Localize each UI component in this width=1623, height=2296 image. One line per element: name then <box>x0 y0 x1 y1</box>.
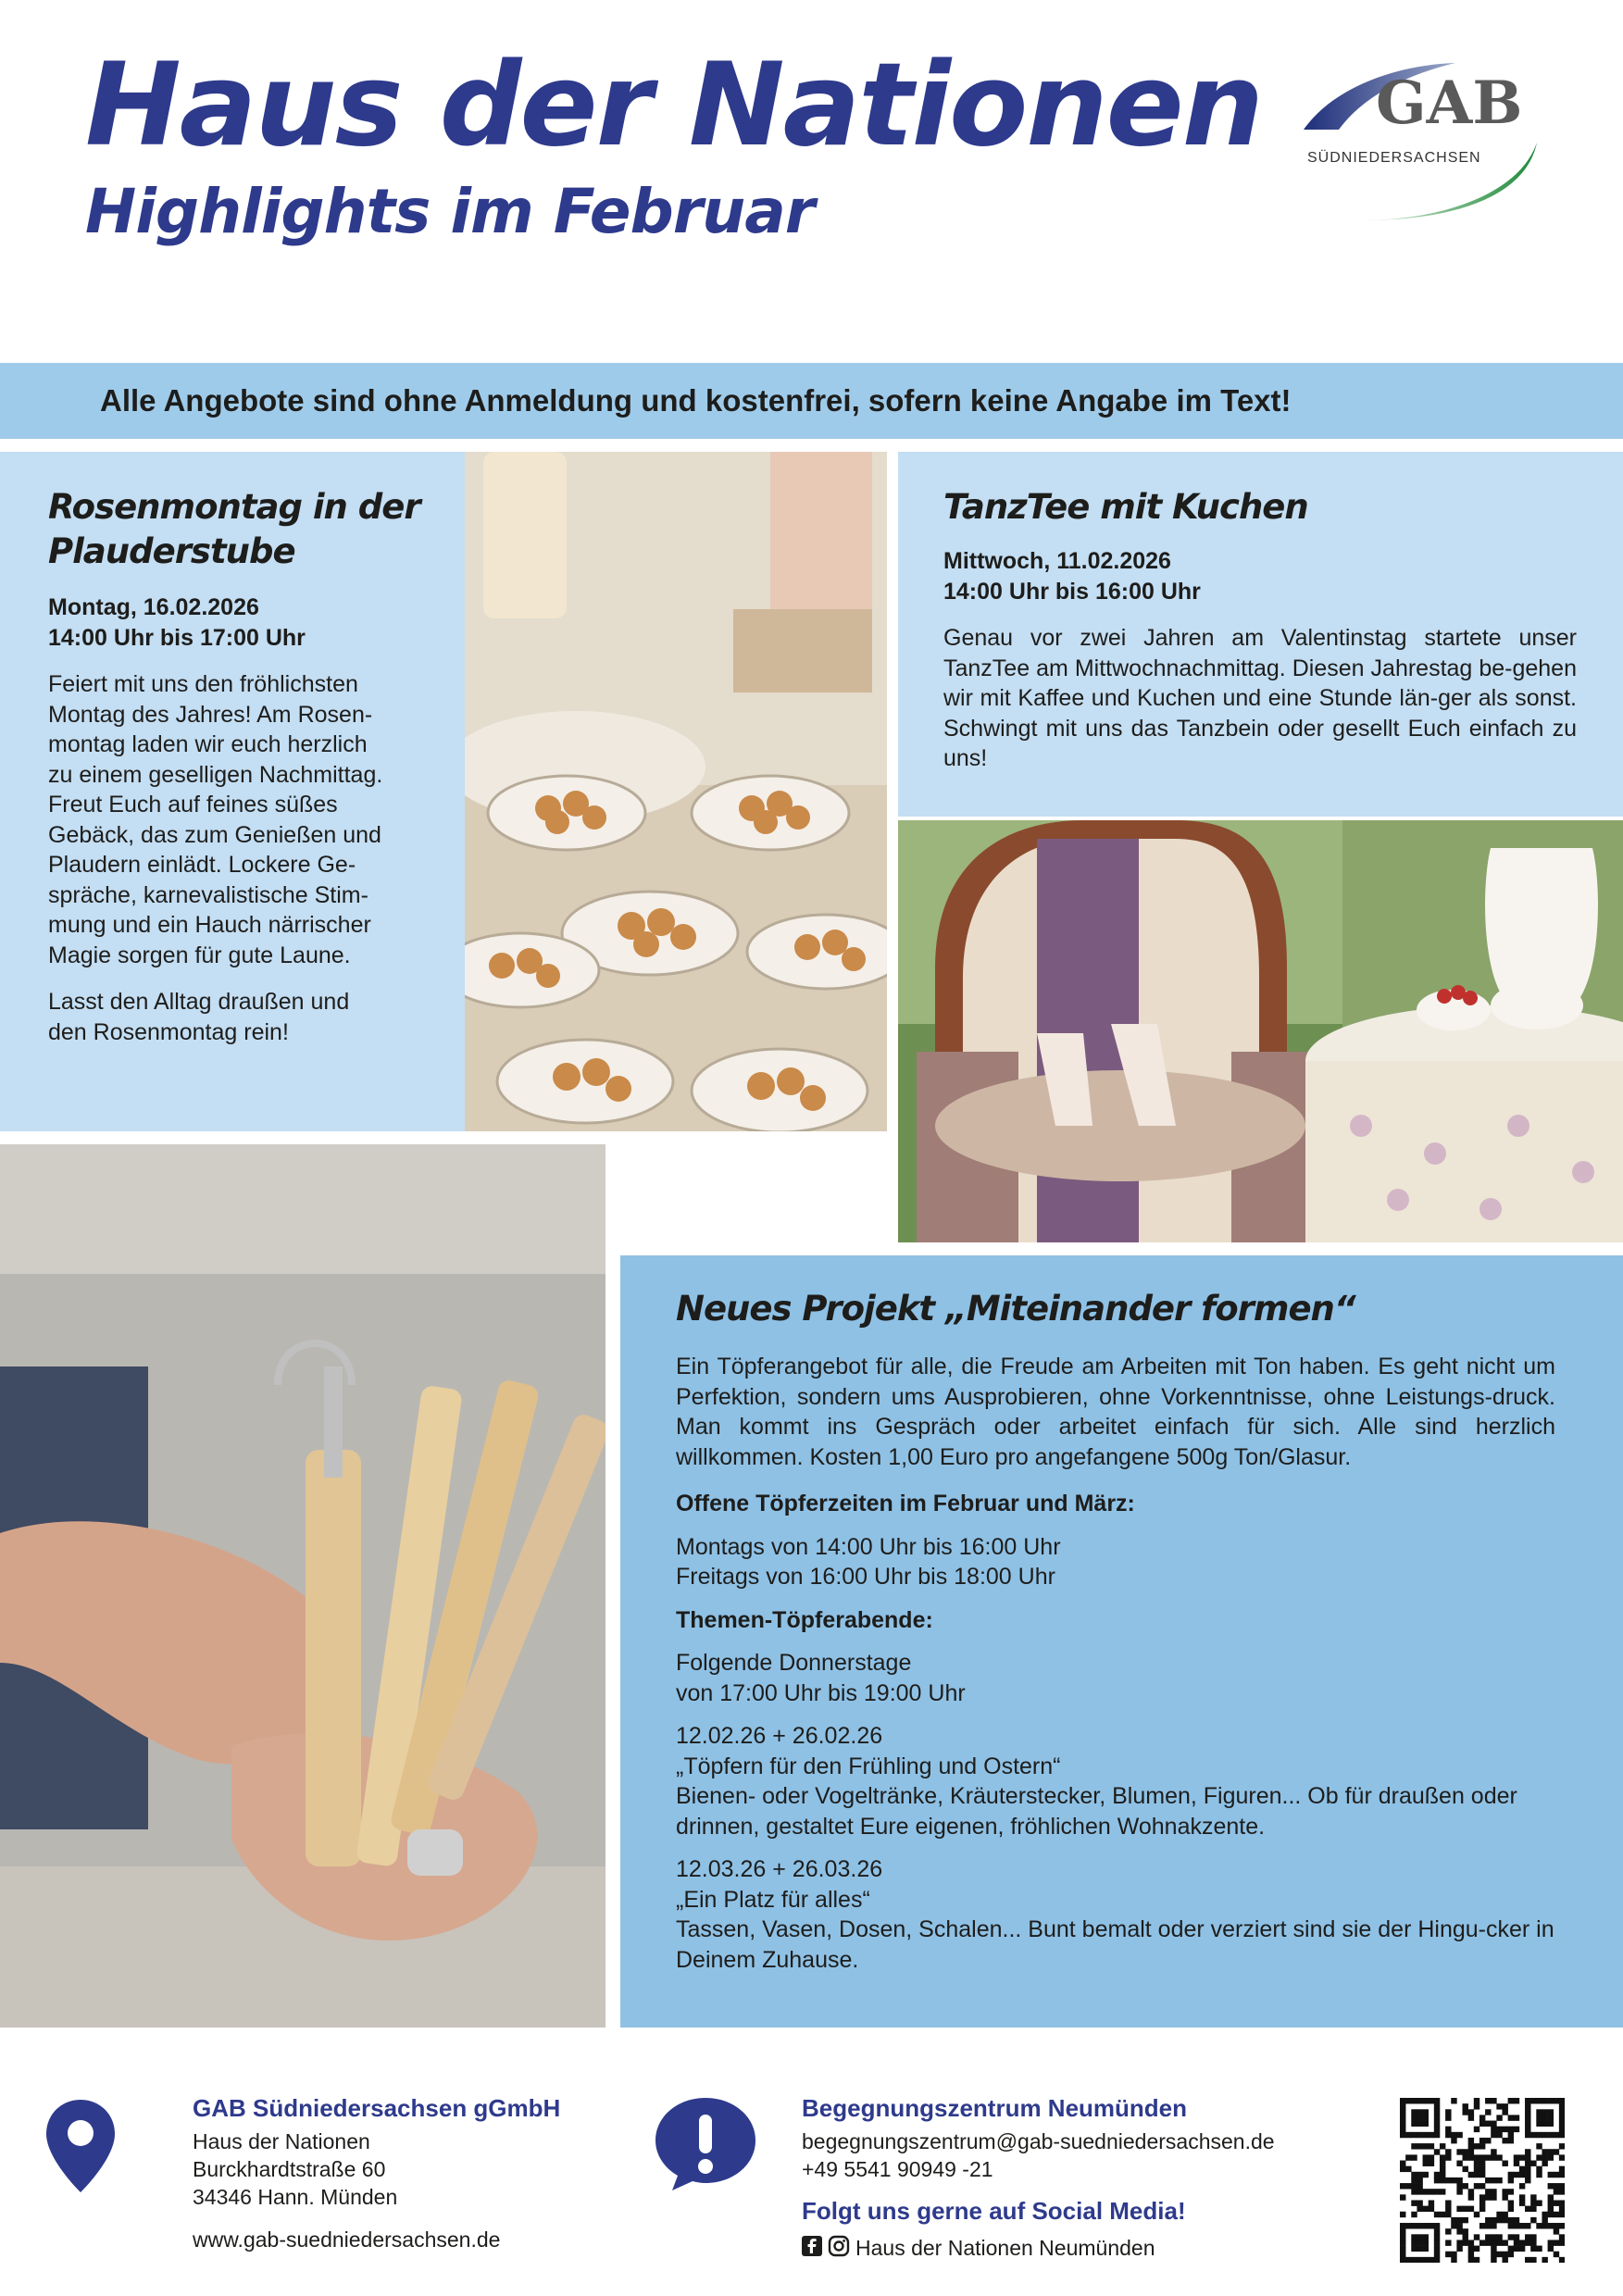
offene-heading: Offene Töpferzeiten im Februar und März: <box>676 1491 1135 1517</box>
rosenmontag-content <box>48 485 456 1047</box>
event2-title: „Ein Platz für alles“ <box>676 1886 870 1913</box>
contact-phone[interactable]: +49 5541 90949 -21 <box>802 2156 993 2181</box>
projekt-intro: Ein Töpferangebot für alle, die Freude am Arbeiten mit Ton haben. Es geht nicht um Perfektion, sondern ums Ausprobieren, ohne Vorkenntnisse, ohne Leistungs-druck. Man kommt ins Gespräch oder arbeitet einfach für sich. Alle sind herzlich willkommen. Kosten 1,00 Euro pro angefangene 500g Ton/Glasur. <box>676 1354 1555 1470</box>
tanztee-date: Mittwoch, 11.02.2026 <box>943 548 1171 575</box>
tanztee-text: Genau vor zwei Jahren am Valentinstag startete unser TanzTee am Mittwochnachmittag. Diesen Jahrestag be-gehen wir mit Kaffee und Kuchen und eine Stunde län-ger als sonst. Schwingt mit uns das Tanzbein oder gesellt Euch einfach zu uns! <box>943 625 1577 772</box>
page-subtitle: Highlights im Februar <box>85 176 815 247</box>
contact-name: Begegnungszentrum Neumünden <box>802 2094 1188 2122</box>
social-row <box>802 2235 1275 2263</box>
org-name: GAB Südniedersachsen gGmbH <box>193 2094 561 2122</box>
org-website[interactable]: www.gab-suedniedersachsen.de <box>193 2227 501 2252</box>
gab-logo <box>1298 57 1548 224</box>
logo-subtext: SÜDNIEDERSACHSEN <box>1307 150 1481 166</box>
qr-code-graphic <box>1400 2098 1565 2263</box>
tanztee-time: 14:00 Uhr bis 16:00 Uhr <box>943 578 1201 605</box>
facebook-icon[interactable] <box>802 2236 822 2261</box>
event1-title: „Töpfern für den Frühling und Ostern“ <box>676 1753 1061 1779</box>
event1-dates: 12.02.26 + 26.02.26 <box>676 1723 883 1750</box>
event2-text: Tassen, Vasen, Dosen, Schalen... Bunt bemalt oder verziert sind sie der Hingu-cker in Deinem Zuhause. <box>676 1916 1554 1973</box>
info-banner-text: Alle Angebote sind ohne Anmeldung und kostenfrei, sofern keine Angabe im Text! <box>100 383 1292 418</box>
event2-dates: 12.03.26 + 26.03.26 <box>676 1856 883 1883</box>
logo-text: GAB <box>1376 69 1523 138</box>
social-heading: Folgt uns gerne auf Social Media! <box>802 2196 1186 2225</box>
instagram-icon[interactable] <box>828 2235 850 2262</box>
tanztee-heading: TanzTee mit Kuchen <box>943 487 1308 527</box>
pastry-photo <box>465 452 887 1131</box>
projekt-heading: Neues Projekt „Miteinander formen“ <box>676 1289 1355 1329</box>
pottery-tools-photo <box>0 1144 606 2028</box>
rosenmontag-date: Montag, 16.02.2026 <box>48 594 259 621</box>
offene-zeiten: Montags von 14:00 Uhr bis 16:00 Uhr Freitags von 16:00 Uhr bis 18:00 Uhr <box>676 1533 1061 1591</box>
projekt-content <box>676 1287 1555 1975</box>
rosenmontag-heading: Rosenmontag in der Plauderstube <box>48 487 420 572</box>
social-handle[interactable]: Haus der Nationen Neumünden <box>855 2235 1155 2260</box>
themen-zeiten: Folgende Donnerstage von 17:00 Uhr bis 19:00 Uhr <box>676 1650 966 1706</box>
chair-tea-photo <box>898 820 1623 1244</box>
org-info: GAB Südniedersachsen gGmbH Haus der Nationen Burckhardtstraße 60 34346 Hann. Münden www.gab-suedniedersachsen.de <box>193 2094 560 2254</box>
rosenmontag-text-closing: Lasst den Alltag draußen und den Rosenmontag rein! <box>48 989 350 1045</box>
qr-code[interactable] <box>1400 2098 1565 2263</box>
contact-email[interactable]: begegnungszentrum@gab-suedniedersachsen.de <box>802 2129 1275 2153</box>
themen-heading: Themen-Töpferabende: <box>676 1606 933 1633</box>
speech-bubble-exclamation-icon <box>652 2094 759 2199</box>
page-title: Haus der Nationen <box>85 39 1262 172</box>
event1-text: Bienen- oder Vogeltränke, Kräuterstecker, Blumen, Figuren... Ob für draußen oder drinnen, gestaltet Eure eigenen, fröhlichen Wohnakzente. <box>676 1783 1517 1840</box>
rosenmontag-text: Feiert mit uns den fröhlichsten Montag des Jahres! Am Rosen- montag laden wir euch herzlich zu einem geselligen Nachmittag. Freut Euch auf feines süßes Gebäck, das zum Genießen und Plaudern einlädt. Lockere Ge- spräche, karnevalistische Stim- mung und ein Hauch närrischer Magie sorgen für gute Laune. <box>48 671 383 968</box>
rosenmontag-time: 14:00 Uhr bis 17:00 Uhr <box>48 624 306 651</box>
tanztee-content <box>943 485 1577 774</box>
location-pin-icon <box>44 2098 117 2199</box>
contact-info <box>802 2094 1275 2263</box>
